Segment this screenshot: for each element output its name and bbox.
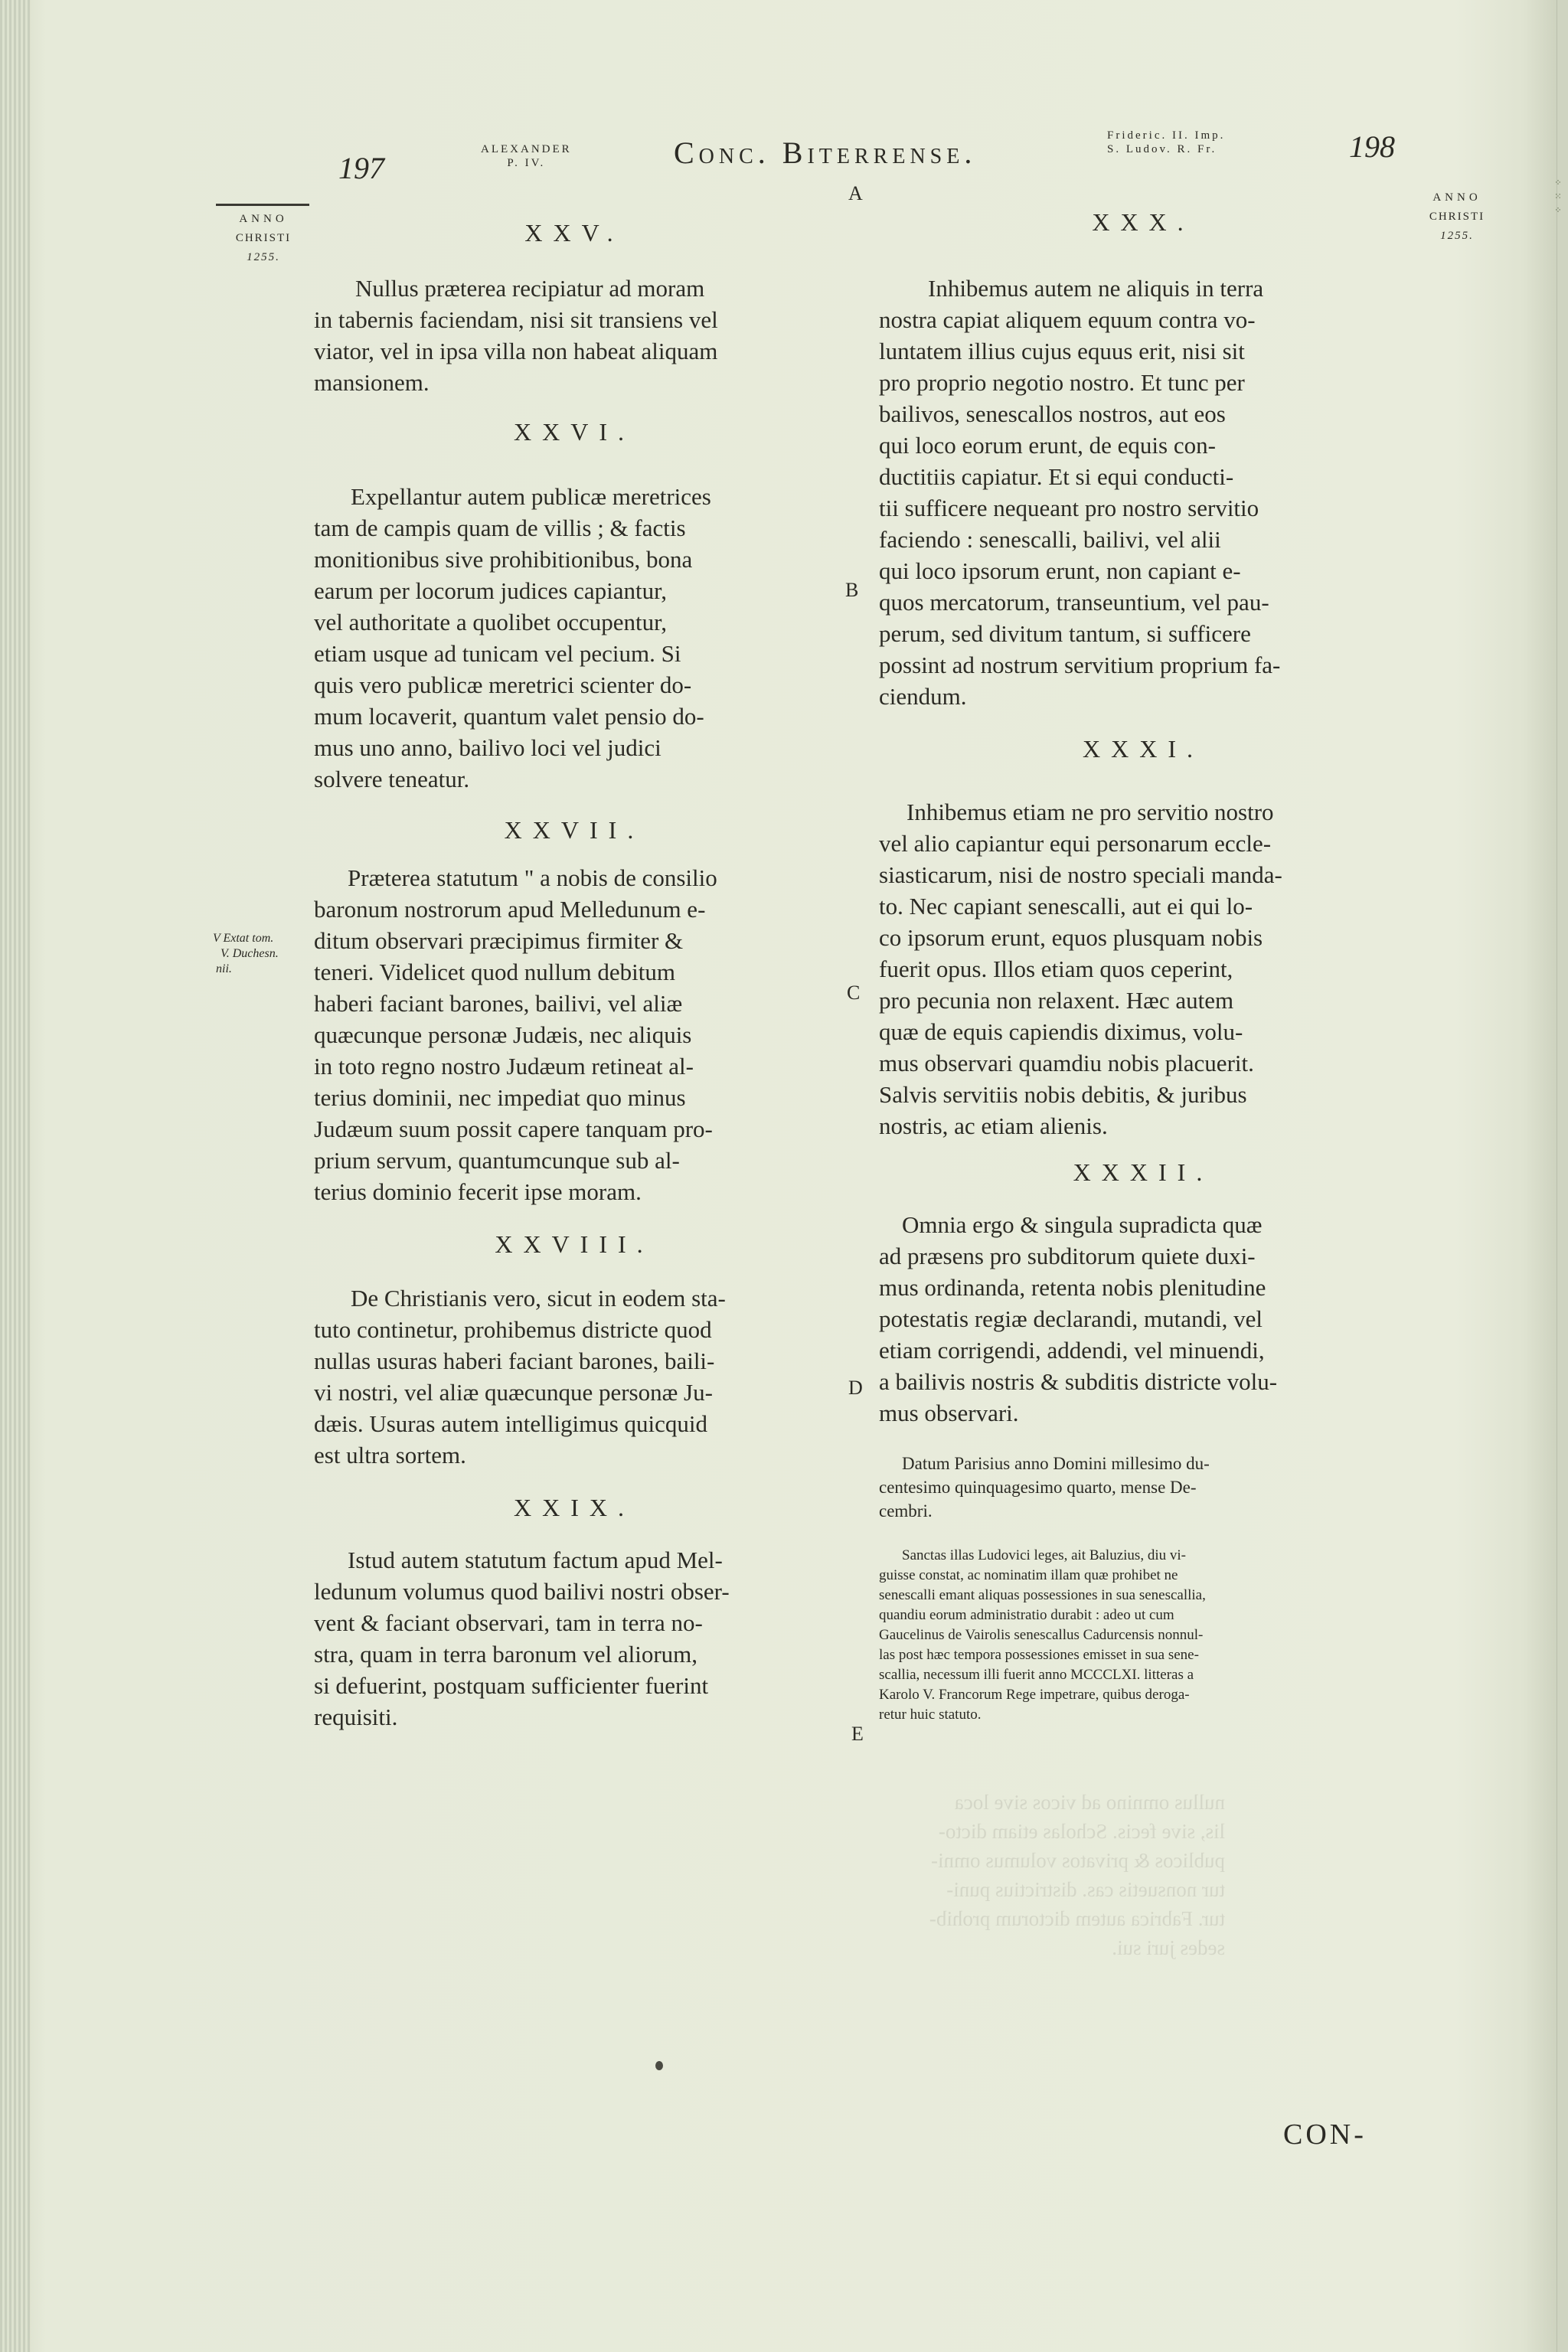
gutter-letter-d: D: [848, 1377, 863, 1399]
runner-left-line2: P. IV.: [507, 157, 546, 169]
text-line: ledunum volumus quod bailivi nostri obser-: [314, 1578, 730, 1605]
gutter-letter-c: C: [847, 982, 861, 1004]
text-line: Præterea statutum " a nobis de consilio: [348, 864, 717, 891]
text-line: Expellantur autem publicæ meretrices: [351, 483, 711, 510]
year-label: 1255.: [247, 251, 280, 263]
page-number-left: 197: [338, 151, 384, 185]
section-26-text: [314, 481, 835, 795]
anno-label: ANNO: [239, 213, 288, 225]
text-line: possint ad nostrum servitium proprium fa-: [879, 652, 1281, 678]
text-line: vi nostri, vel aliæ quæcunque personæ Ju-: [314, 1379, 713, 1406]
year-label: 1255.: [1440, 230, 1474, 242]
text-line: retur huic statuto.: [879, 1707, 982, 1723]
text-line: solvere teneatur.: [314, 766, 470, 792]
text-line: nullas usuras haberi faciant barones, baili-: [314, 1348, 715, 1374]
text-line: luntatem illius cujus equus erit, nisi sit: [879, 338, 1245, 364]
text-line: Judæum suum possit capere tanquam pro-: [314, 1116, 713, 1142]
text-line: perum, sed divitum tantum, si sufficere: [879, 620, 1251, 647]
left-column: [314, 216, 835, 1733]
text-line: centesimo quinquagesimo quarto, mense De-: [879, 1478, 1197, 1497]
text-line: Karolo V. Francorum Rege impetrare, quibus deroga-: [879, 1687, 1190, 1703]
runner-right-line1: Frideric. II. Imp.: [1107, 129, 1226, 142]
running-head-left: [481, 142, 572, 170]
text-line: quæ de equis capiendis diximus, volu-: [879, 1018, 1243, 1045]
text-line: Salvis servitiis nobis debitis, & juribus: [879, 1081, 1247, 1108]
text-line: Sanctas illas Ludovici leges, ait Baluzius, diu vi-: [902, 1547, 1186, 1563]
text-line: vel alio capiantur equi personarum eccle-: [879, 830, 1272, 857]
text-line: viator, vel in ipsa villa non habeat aliquam: [314, 338, 718, 364]
text-line: Gaucelinus de Vairolis senescallus Cadurcensis nonnul-: [879, 1627, 1204, 1643]
text-line: monitionibus sive prohibitionibus, bona: [314, 546, 693, 573]
margin-note: [213, 931, 320, 977]
runner-left-line1: ALEXANDER: [481, 143, 572, 155]
text-line: mus observari.: [879, 1400, 1019, 1426]
section-27-text: [314, 862, 835, 1207]
text-line: ditum observari præcipimus firmiter &: [314, 927, 684, 954]
text-line: earum per locorum judices capiantur,: [314, 577, 667, 604]
text-line: in tabernis faciendam, nisi sit transiens vel: [314, 306, 718, 333]
ink-spot: [655, 2061, 663, 2070]
margin-rule: [216, 204, 309, 206]
text-line: qui loco eorum erunt, de equis con-: [879, 432, 1216, 459]
right-column: [879, 205, 1407, 1725]
text-line: mus ordinanda, retenta nobis plenitudine: [879, 1274, 1266, 1301]
text-line: tuto continetur, prohibemus districte quod: [314, 1316, 712, 1343]
section-heading-31: XXXI.: [1083, 735, 1204, 763]
text-line: quis vero publicæ meretrici scienter do-: [314, 671, 692, 698]
text-line: qui loco ipsorum erunt, non capiant e-: [879, 557, 1241, 584]
running-head-right: [1107, 129, 1225, 156]
section-32-text: [879, 1209, 1407, 1429]
text-line: etiam usque ad tunicam vel pecium. Si: [314, 640, 681, 667]
section-heading-29: XXIX.: [514, 1494, 635, 1521]
text-line: ad præsens pro subditorum quiete duxi-: [879, 1243, 1256, 1269]
text-line: prium servum, quantumcunque sub al-: [314, 1147, 680, 1174]
gutter-letter-e: E: [851, 1723, 864, 1745]
text-line: mum locaverit, quantum valet pensio do-: [314, 703, 704, 730]
note-line: nii.: [216, 962, 232, 975]
margin-anno-left: [216, 210, 311, 267]
page-number-right: 198: [1349, 129, 1395, 164]
text-line: quos mercatorum, transeuntium, vel pau-: [879, 589, 1269, 616]
text-line: stra, quam in terra baronum vel aliorum,: [314, 1641, 698, 1668]
text-line: Datum Parisius anno Domini millesimo du-: [902, 1454, 1210, 1473]
text-line: in toto regno nostro Judæum retineat al-: [314, 1053, 694, 1080]
note-line: V Extat tom.: [213, 932, 274, 945]
right-page-edge: [1557, 0, 1568, 2352]
text-line: pro proprio negotio nostro. Et tunc per: [879, 369, 1245, 396]
section-31-text: [879, 796, 1407, 1142]
section-29-text: [314, 1544, 835, 1733]
text-line: mansionem.: [314, 369, 430, 396]
text-line: bailivos, senescallos nostros, aut eos: [879, 400, 1226, 427]
text-line: si defuerint, postquam sufficienter fuerint: [314, 1672, 709, 1699]
text-line: terius dominio fecerit ipse moram.: [314, 1178, 642, 1205]
text-line: nostris, ac etiam alienis.: [879, 1112, 1108, 1139]
text-line: baronum nostrorum apud Melledunum e-: [314, 896, 706, 923]
text-line: a bailivis nostris & subditis districte volu-: [879, 1368, 1278, 1395]
text-line: tii sufficere nequeant pro nostro servitio: [879, 495, 1259, 521]
datum-text: [879, 1452, 1407, 1523]
text-line: nostra capiat aliquem equum contra vo-: [879, 306, 1256, 333]
gutter-letter-b: B: [845, 579, 859, 601]
note-line: V. Duchesn.: [220, 947, 279, 960]
text-line: las post hæc tempora possessiones emisset in sua sene-: [879, 1647, 1199, 1663]
text-line: quandiu eorum administratio durabit : adeo ut cum: [879, 1607, 1174, 1623]
text-line: etiam corrigendi, addendi, vel minuendi,: [879, 1337, 1265, 1364]
text-line: scallia, necessum illi fuerit anno MCCCLXI. litteras a: [879, 1667, 1194, 1683]
text-line: quæcunque personæ Judæis, nec aliquis: [314, 1021, 692, 1048]
page-stack-edge: [0, 0, 31, 2352]
text-line: ciendum.: [879, 683, 967, 710]
section-heading-30: XXX.: [1092, 208, 1194, 236]
text-line: mus observari quamdiu nobis placuerit.: [879, 1050, 1254, 1076]
text-line: faciendo : senescalli, bailivi, vel alii: [879, 526, 1221, 553]
section-heading-28: XXVIII.: [495, 1230, 654, 1258]
text-line: cembri.: [879, 1501, 933, 1521]
text-line: ductitiis capiatur. Et si equi conducti-: [879, 463, 1234, 490]
text-line: pro pecunia non relaxent. Hæc autem: [879, 987, 1234, 1014]
text-line: senescalli emant aliquas possessiones in sua senescallia,: [879, 1587, 1206, 1603]
anno-label: ANNO: [1432, 191, 1481, 204]
text-line: terius dominii, nec impediat quo minus: [314, 1084, 686, 1111]
text-line: guisse constat, ac nominatim illam quæ prohibet ne: [879, 1567, 1178, 1583]
text-line: De Christianis vero, sicut in eodem sta-: [351, 1285, 726, 1312]
text-line: teneri. Videlicet quod nullum debitum: [314, 959, 675, 985]
text-line: Omnia ergo & singula supradicta quæ: [902, 1211, 1263, 1238]
text-line: tam de campis quam de villis ; & factis: [314, 514, 686, 541]
page-title: Conc. Biterrense.: [674, 136, 977, 170]
column-letter-a: A: [848, 182, 863, 204]
baluzius-note: [879, 1546, 1407, 1725]
text-line: Inhibemus autem ne aliquis in terra: [928, 275, 1264, 302]
section-28-text: [314, 1282, 835, 1471]
margin-specks: ⁘ ⁙ ⁘: [1554, 178, 1562, 215]
section-heading-27: XXVII.: [504, 816, 645, 844]
margin-anno-right: [1415, 188, 1499, 246]
text-line: est ultra sortem.: [314, 1442, 466, 1468]
text-line: siasticarum, nisi de nostro speciali manda-: [879, 861, 1282, 888]
text-line: vel authoritate a quolibet occupentur,: [314, 609, 668, 635]
text-line: fuerit opus. Illos etiam quos ceperint,: [879, 956, 1233, 982]
text-line: haberi faciant barones, bailivi, vel aliæ: [314, 990, 683, 1017]
text-line: potestatis regiæ declarandi, mutandi, vel: [879, 1305, 1263, 1332]
section-heading-32: XXXII.: [1073, 1158, 1214, 1186]
christi-label: CHRISTI: [235, 232, 292, 244]
text-line: vent & faciant observari, tam in terra no-: [314, 1609, 703, 1636]
show-through-text: nullus omnino ad vicos sive loca lis, sive fecis. Scholas etiam dicto- publicos & privatos volumus omni- tur nonsuetis cas. districtius puni- tur. Fabrica autem dictorum prohib- sedes juri sui.: [929, 1791, 1225, 1959]
text-line: requisiti.: [314, 1704, 398, 1730]
section-25-text: [314, 273, 835, 398]
text-line: mus uno anno, bailivo loci vel judici: [314, 734, 662, 761]
catchword: CON-: [1283, 2118, 1367, 2151]
section-30-text: [879, 273, 1407, 712]
text-line: co ipsorum erunt, equos plusquam nobis: [879, 924, 1263, 951]
text-line: dæis. Usuras autem intelligimus quicquid: [314, 1410, 708, 1437]
text-line: Nullus præterea recipiatur ad moram: [355, 275, 705, 302]
section-heading-25: XXV.: [524, 219, 624, 247]
text-line: to. Nec capiant senescalli, aut ei qui lo-: [879, 893, 1253, 920]
section-heading-26: XXVI.: [514, 418, 635, 446]
runner-right-line2: S. Ludov. R. Fr.: [1107, 143, 1217, 155]
text-line: Inhibemus etiam ne pro servitio nostro: [906, 799, 1274, 825]
text-line: Istud autem statutum factum apud Mel-: [348, 1547, 723, 1573]
christi-label: CHRISTI: [1429, 211, 1485, 223]
